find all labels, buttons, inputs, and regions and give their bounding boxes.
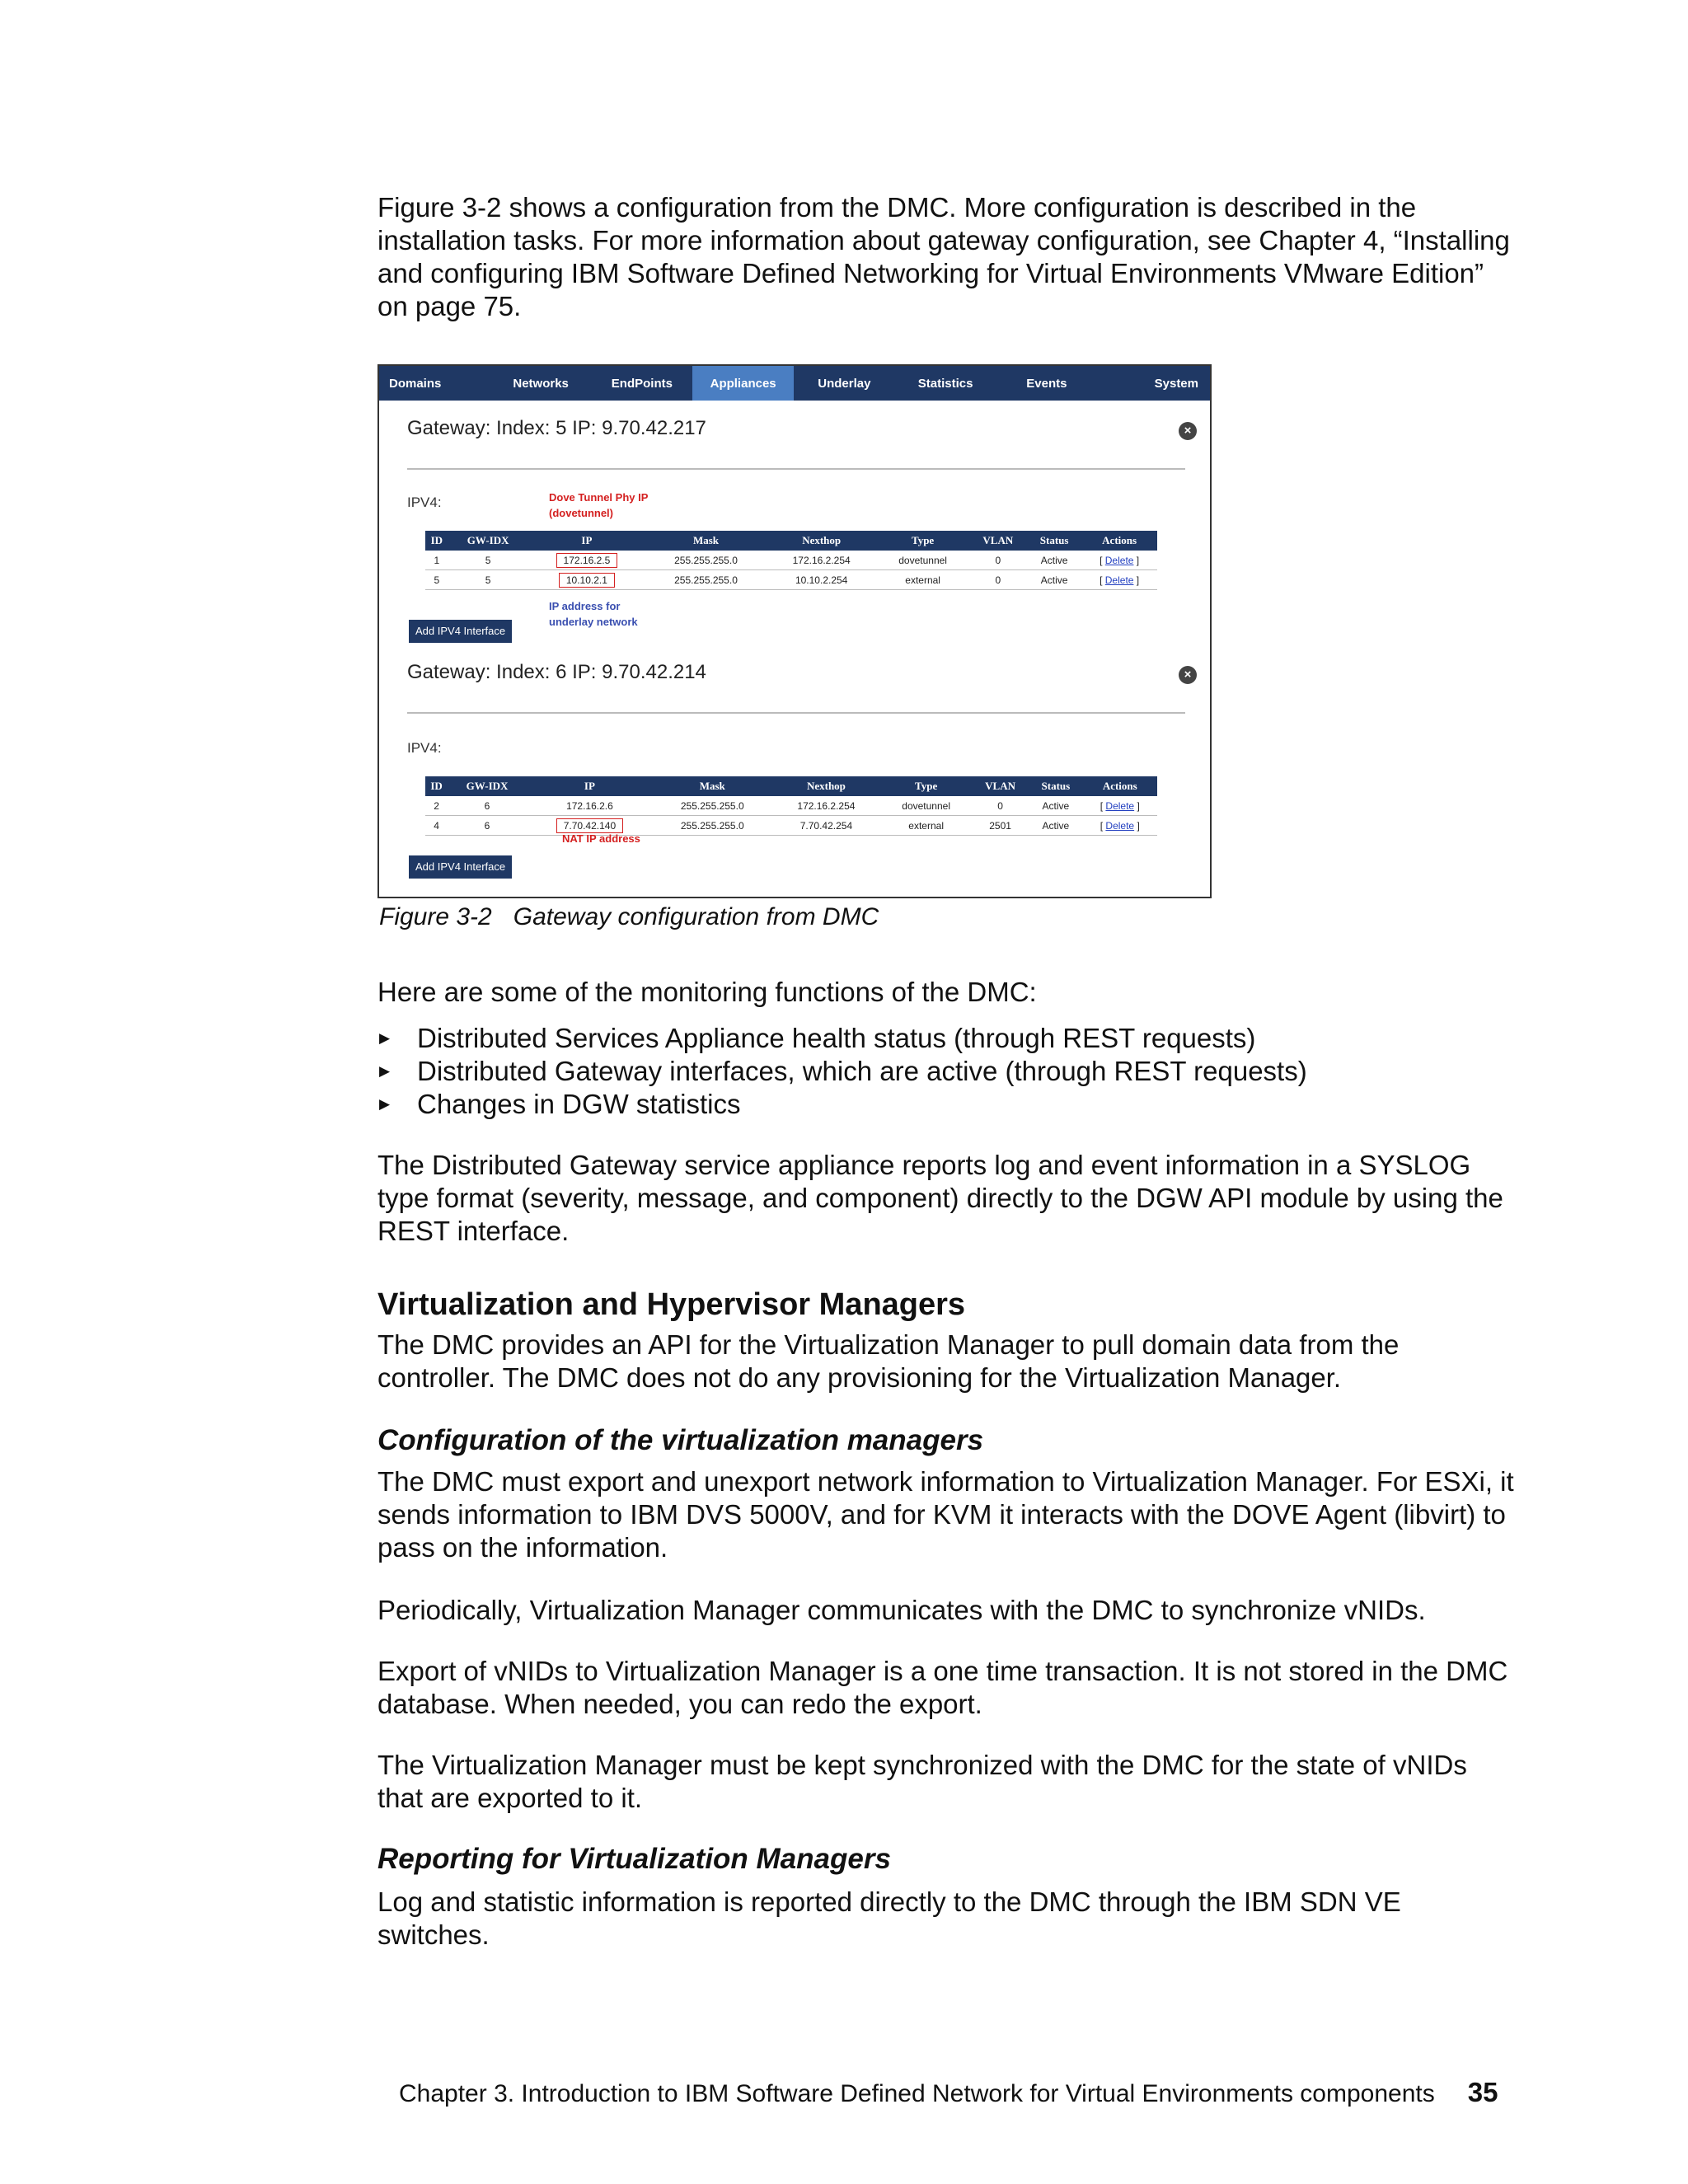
cell: 255.255.255.0 — [645, 570, 767, 590]
col-gw-idx: GW-IDX — [448, 776, 527, 796]
caption-title: Gateway configuration from DMC — [513, 903, 879, 930]
col-mask: Mask — [645, 531, 767, 551]
cell: 5 — [425, 570, 448, 590]
col-ip: IP — [528, 531, 646, 551]
ipv4-table — [425, 776, 1157, 836]
intro-paragraph: Figure 3-2 shows a configuration from the DMC. More configuration is described in the installation tasks. For more information about gateway configuration, see Chapter 4, “Installing and configuring IBM Software Defined Networking for Virtual Environments VMware Edition” on page 75. — [377, 192, 1510, 321]
cell — [528, 551, 646, 570]
cell: [ Delete ] — [1083, 796, 1157, 816]
cell: 172.16.2.6 — [527, 796, 653, 816]
cell: 4 — [425, 816, 448, 836]
gateway-title: Gateway: Index: 5 IP: 9.70.42.217 — [407, 417, 706, 439]
cell: Active — [1027, 551, 1081, 570]
sync-paragraph: The Virtualization Manager must be kept synchronized with the DMC for the state of vNIDs that are exported to it. — [377, 1750, 1467, 1813]
delete-link[interactable]: Delete — [1104, 554, 1134, 566]
cell: 6 — [448, 796, 527, 816]
dmc-screenshot-figure — [377, 364, 1212, 898]
ip-highlight: 172.16.2.5 — [556, 553, 618, 568]
table-row — [425, 796, 1157, 816]
tab-events[interactable]: Events — [1026, 376, 1067, 391]
tab-system[interactable]: System — [1154, 376, 1198, 391]
col-type: Type — [880, 776, 972, 796]
section-heading: Virtualization and Hypervisor Managers — [377, 1287, 966, 1322]
page-footer — [399, 2077, 1498, 2108]
cell: Active — [1029, 796, 1082, 816]
cell: 172.16.2.254 — [771, 796, 880, 816]
close-icon[interactable]: × — [1179, 666, 1197, 684]
cell: Active — [1029, 816, 1082, 836]
delete-link[interactable]: Delete — [1105, 819, 1135, 832]
cell: external — [880, 816, 972, 836]
table-header-row — [425, 776, 1157, 796]
cell: 255.255.255.0 — [653, 796, 771, 816]
cell: 5 — [448, 570, 528, 590]
cell: [ Delete ] — [1081, 570, 1157, 590]
report-paragraph: Log and statistic information is reported directly to the DMC through the IBM SDN VE switches. — [377, 1886, 1401, 1950]
cell: [ Delete ] — [1081, 551, 1157, 570]
col-actions: Actions — [1081, 531, 1157, 551]
cell: 0 — [969, 570, 1027, 590]
periodic-paragraph: Periodically, Virtualization Manager communicates with the DMC to synchronize vNIDs. — [377, 1595, 1426, 1625]
tab-networks[interactable]: Networks — [513, 376, 569, 391]
syslog-paragraph: The Distributed Gateway service appliance reports log and event information in a SYSLOG type format (severity, message, and component) directly to the DGW API module by using the REST interface. — [377, 1150, 1503, 1246]
ip-highlight: 10.10.2.1 — [559, 573, 615, 588]
cell: dovetunnel — [880, 796, 972, 816]
export-paragraph: Export of vNIDs to Virtualization Manager is a one time transaction. It is not stored in the DMC database. When needed, you can redo the export. — [377, 1656, 1508, 1719]
cell: 10.10.2.254 — [767, 570, 877, 590]
cell: 0 — [969, 551, 1027, 570]
col-ip: IP — [527, 776, 653, 796]
config-paragraph: The DMC must export and unexport network information to Virtualization Manager. For ESXi, it sends information to IBM DVS 5000V, and for KVM it interacts with the DOVE Agent (libvirt) to pass on the information. — [377, 1466, 1514, 1563]
virt-paragraph: The DMC provides an API for the Virtualization Manager to pull domain data from the controller. The DMC does not do any provisioning for the Virtualization Manager. — [377, 1329, 1400, 1393]
annotation-dove-tunnel: Dove Tunnel Phy IP (dovetunnel) — [549, 491, 649, 519]
tab-endpoints[interactable]: EndPoints — [611, 376, 673, 391]
ipv4-table — [425, 531, 1157, 590]
cell: external — [877, 570, 969, 590]
divider — [407, 712, 1185, 714]
col-gw-idx: GW-IDX — [448, 531, 528, 551]
caption-number: Figure 3-2 — [379, 903, 492, 930]
col-id: ID — [425, 531, 448, 551]
ip-highlight: 7.70.42.140 — [556, 818, 623, 833]
cell: 6 — [448, 816, 527, 836]
annotation-nat-ip: NAT IP address — [562, 832, 640, 845]
cell: 255.255.255.0 — [645, 551, 767, 570]
divider — [407, 468, 1185, 470]
dmc-nav-bar — [379, 366, 1210, 401]
table-row — [425, 551, 1157, 570]
subsection-heading: Reporting for Virtualization Managers — [377, 1843, 891, 1875]
col-type: Type — [877, 531, 969, 551]
col-nexthop: Nexthop — [767, 531, 877, 551]
footer-chapter: Chapter 3. Introduction to IBM Software Defined Network for Virtual Environments components — [399, 2080, 1435, 2107]
monitoring-list — [377, 1022, 1307, 1121]
cell: 255.255.255.0 — [653, 816, 771, 836]
close-icon[interactable]: × — [1179, 422, 1197, 440]
col-nexthop: Nexthop — [771, 776, 880, 796]
figure-caption — [379, 903, 879, 931]
cell: 0 — [972, 796, 1029, 816]
add-ipv4-interface-button[interactable]: Add IPV4 Interface — [409, 620, 512, 643]
tab-statistics[interactable]: Statistics — [917, 376, 973, 391]
tab-underlay[interactable]: Underlay — [818, 376, 871, 391]
delete-link[interactable]: Delete — [1105, 799, 1135, 812]
annotation-underlay: IP address for underlay network — [549, 600, 638, 628]
cell: [ Delete ] — [1083, 816, 1157, 836]
add-ipv4-interface-button[interactable]: Add IPV4 Interface — [409, 855, 512, 879]
gateway-panel — [379, 401, 1210, 648]
delete-link[interactable]: Delete — [1104, 574, 1134, 586]
gateway-panel — [379, 646, 1210, 893]
col-status: Status — [1029, 776, 1082, 796]
col-vlan: VLAN — [972, 776, 1029, 796]
col-actions: Actions — [1083, 776, 1157, 796]
ipv4-label: IPV4: — [407, 740, 442, 756]
cell: dovetunnel — [877, 551, 969, 570]
cell: Active — [1027, 570, 1081, 590]
cell: 5 — [448, 551, 528, 570]
cell — [528, 570, 646, 590]
gateway-title: Gateway: Index: 6 IP: 9.70.42.214 — [407, 661, 706, 683]
subsection-heading: Configuration of the virtualization managers — [377, 1424, 984, 1456]
cell: 2501 — [972, 816, 1029, 836]
col-status: Status — [1027, 531, 1081, 551]
col-mask: Mask — [653, 776, 771, 796]
table-row — [425, 570, 1157, 590]
cell: 7.70.42.254 — [771, 816, 880, 836]
list-item: ▶ Distributed Services Appliance health status (through REST requests) — [377, 1022, 1307, 1055]
list-item: ▶ Distributed Gateway interfaces, which are active (through REST requests) — [377, 1055, 1307, 1088]
cell: 1 — [425, 551, 448, 570]
cell: 2 — [425, 796, 448, 816]
tab-appliances[interactable]: Appliances — [692, 366, 794, 401]
ipv4-label: IPV4: — [407, 494, 442, 510]
table-row — [425, 816, 1157, 836]
tab-domains[interactable]: Domains — [389, 376, 442, 391]
col-id: ID — [425, 776, 448, 796]
monitoring-intro: Here are some of the monitoring functions of the DMC: — [377, 977, 1037, 1007]
page-number: 35 — [1467, 2077, 1498, 2107]
col-vlan: VLAN — [969, 531, 1027, 551]
list-item: ▶ Changes in DGW statistics — [377, 1088, 1307, 1121]
table-header-row — [425, 531, 1157, 551]
cell: 172.16.2.254 — [767, 551, 877, 570]
